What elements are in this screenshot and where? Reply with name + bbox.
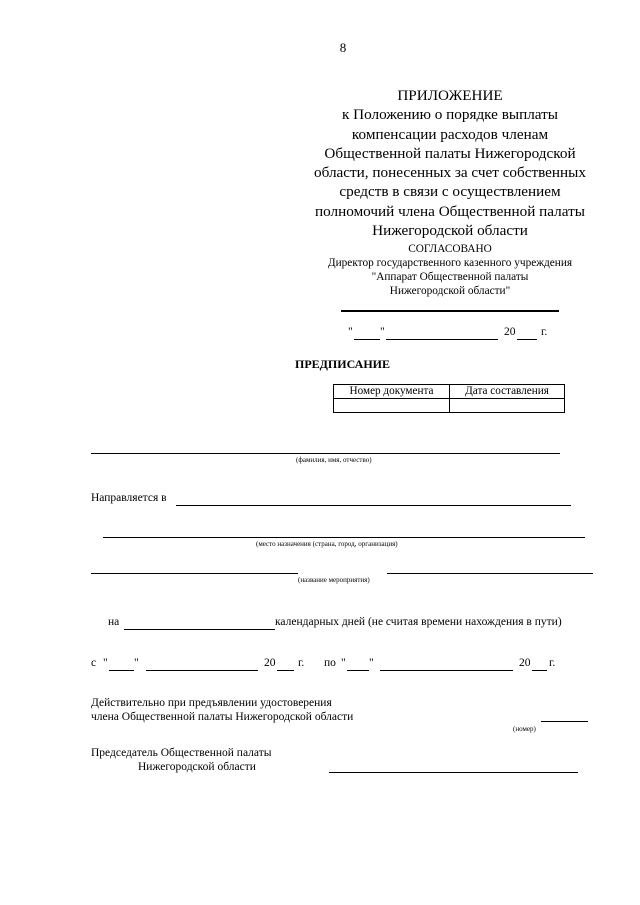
- appendix-line: Нижегородской области: [372, 222, 528, 240]
- validity-line-2: члена Общественной палаты Нижегородской области: [91, 711, 354, 723]
- approval-day-field[interactable]: [354, 339, 380, 340]
- from-open-quote: ": [103, 657, 108, 669]
- doc-info-table: [333, 384, 565, 413]
- from-month-field[interactable]: [146, 670, 258, 671]
- duration-field[interactable]: [124, 629, 275, 630]
- approval-year-field[interactable]: [517, 339, 537, 340]
- appendix-line: области, понесенных за счет собственных: [314, 164, 586, 182]
- chairman-line-1: Председатель Общественной палаты: [91, 747, 272, 759]
- approval-line: Нижегородской области": [389, 285, 511, 297]
- to-year-prefix: 20: [519, 657, 531, 669]
- from-year-suffix: г.: [298, 657, 305, 669]
- approval-year-prefix: 20: [504, 326, 516, 338]
- approval-signature-line[interactable]: [341, 310, 559, 312]
- event-caption: (название мероприятия): [298, 576, 370, 584]
- from-day-field[interactable]: [109, 670, 134, 671]
- from-close-quote: ": [134, 657, 139, 669]
- event-field-right[interactable]: [387, 573, 593, 574]
- approval-month-field[interactable]: [386, 339, 498, 340]
- to-open-quote: ": [341, 657, 346, 669]
- duration-prefix: на: [108, 616, 120, 628]
- from-year-prefix: 20: [264, 657, 276, 669]
- destination-caption: (место назначения (страна, город, организация): [256, 540, 398, 548]
- approval-line: СОГЛАСОВАНО: [408, 243, 492, 255]
- approval-date-open-quote: ": [348, 326, 353, 338]
- appendix-header: [300, 86, 600, 240]
- event-field-left[interactable]: [91, 573, 298, 574]
- validity-line-1: Действительно при предъявлении удостоверения: [91, 697, 332, 709]
- document-title: ПРЕДПИСАНИЕ: [295, 357, 390, 371]
- to-day-field[interactable]: [347, 670, 369, 671]
- to-label: по: [324, 657, 336, 669]
- fio-caption: (фамилия, имя, отчество): [296, 456, 372, 464]
- doc-number-header: Номер документа: [334, 385, 450, 399]
- approval-line: Директор государственного казенного учреждения: [327, 257, 573, 269]
- page-number: 8: [339, 40, 347, 55]
- to-year-field[interactable]: [532, 670, 547, 671]
- duration-suffix: календарных дней (не считая времени нахождения в пути): [275, 616, 562, 628]
- appendix-line: ПРИЛОЖЕНИЕ: [397, 87, 503, 104]
- approval-line: "Аппарат Общественной палаты: [371, 271, 529, 283]
- directed-label: Направляется в: [91, 492, 167, 504]
- from-year-field[interactable]: [277, 670, 294, 671]
- to-month-field[interactable]: [380, 670, 513, 671]
- appendix-line: компенсации расходов членам: [351, 125, 549, 143]
- table-row: [334, 399, 565, 413]
- approval-block: [300, 242, 600, 298]
- from-label: с: [91, 657, 97, 669]
- id-number-caption: (номер): [513, 725, 536, 733]
- table-row: [334, 385, 565, 399]
- approval-date-close-quote: ": [380, 326, 385, 338]
- appendix-line: Общественной палаты Нижегородской: [324, 144, 576, 162]
- appendix-line: полномочий члена Общественной палаты: [315, 202, 585, 220]
- appendix-line: к Положению о порядке выплаты: [342, 106, 558, 124]
- id-number-field[interactable]: [541, 721, 588, 722]
- to-year-suffix: г.: [549, 657, 556, 669]
- approval-year-suffix: г.: [541, 326, 548, 338]
- to-close-quote: ": [369, 657, 374, 669]
- doc-date-cell[interactable]: [450, 399, 565, 413]
- doc-date-header: Дата составления: [450, 385, 565, 399]
- appendix-line: средств в связи с осуществлением: [339, 183, 561, 201]
- chairman-line-2: Нижегородской области: [138, 761, 256, 773]
- directed-field[interactable]: [176, 505, 571, 506]
- chairman-signature-field[interactable]: [329, 772, 578, 773]
- destination-field[interactable]: [103, 537, 585, 538]
- fio-field[interactable]: [91, 453, 560, 454]
- doc-number-cell[interactable]: [334, 399, 450, 413]
